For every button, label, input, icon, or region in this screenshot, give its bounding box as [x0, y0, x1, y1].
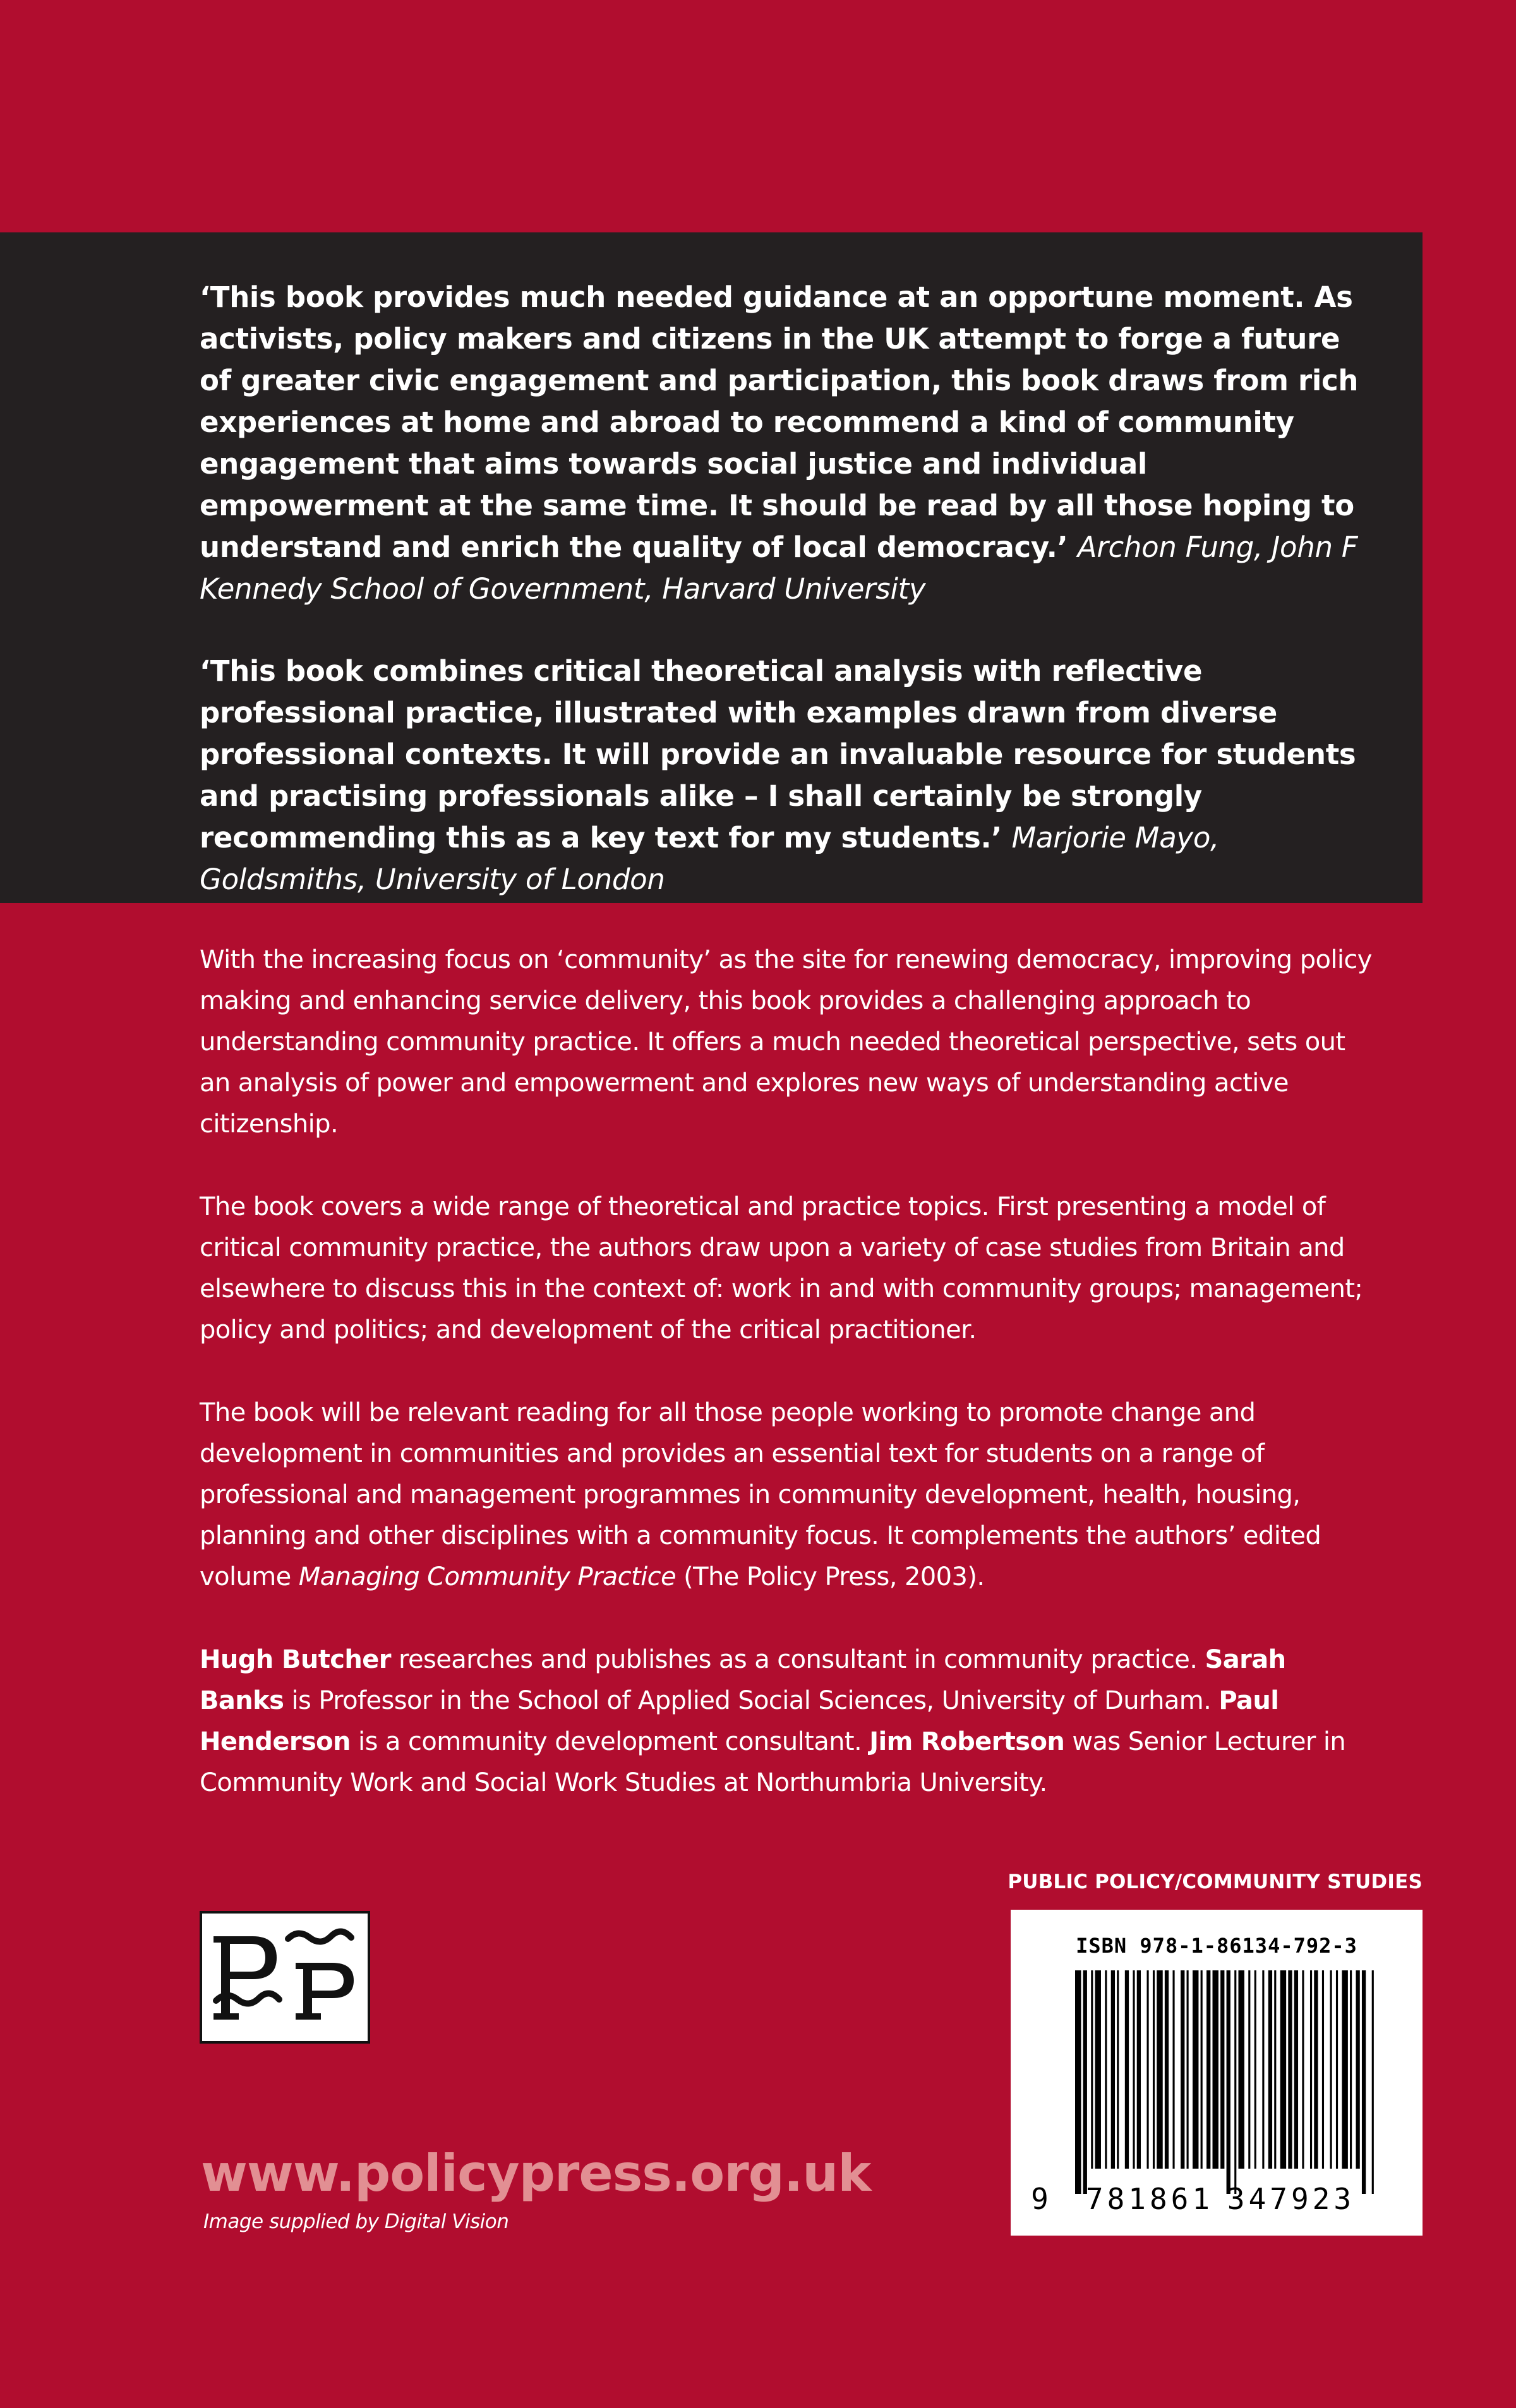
barcode-bar	[1254, 1970, 1256, 2169]
barcode-bar	[1288, 1970, 1292, 2169]
barcode-bar	[1157, 1970, 1162, 2169]
barcode-bar	[1105, 1970, 1107, 2169]
endorsement-box	[0, 232, 1423, 903]
logo-graphic	[202, 1914, 368, 2041]
barcode-bar	[1342, 1970, 1347, 2169]
related-book-title: Managing Community Practice	[298, 1562, 677, 1591]
barcode-bar	[1268, 1970, 1272, 2169]
isbn-barcode-icon	[1011, 1910, 1423, 2236]
quote-text: ‘This book combines critical theoretical analysis with reflective professional practice, illustrated with examples drawn from diverse professional contexts. It will provide an invaluable resource for students and practising professionals alike – I shall certainly be strongly recommending this as a key text for my students.’	[200, 654, 1356, 854]
author-bio: researches and publishes as a consultant in community practice.	[390, 1645, 1205, 1674]
barcode-bar	[1336, 1970, 1338, 2169]
barcode-bar	[1314, 1970, 1318, 2169]
policy-press-pp-logo-icon	[200, 1911, 370, 2044]
description-paragraph: With the increasing focus on ‘community’ as the site for renewing democracy, improving policy making and enhancing service delivery, this book provides a challenging approach to understanding community practice. It offers a much needed theoretical perspective, sets out an analysis of power and empowerment and explores new ways of understanding active citizenship.	[200, 945, 1372, 1139]
endorsement-quote	[200, 277, 1359, 610]
author-name: Paul Henderson	[200, 1686, 1279, 1756]
barcode-bar	[1238, 1970, 1244, 2169]
book-description	[200, 940, 1375, 1845]
barcode-bar	[1356, 1970, 1359, 2169]
quote-attribution: Archon Fung, John F Kennedy School of Government, Harvard University	[200, 530, 1358, 606]
barcode-bar	[1172, 1970, 1174, 2169]
barcode-bar	[1201, 1970, 1203, 2169]
barcode-bar	[1083, 1970, 1087, 2194]
barcode-bar	[1280, 1970, 1286, 2169]
barcode-bar	[1302, 1970, 1304, 2169]
barcode-bar	[1125, 1970, 1129, 2169]
barcode-bar	[1206, 1970, 1210, 2169]
description-paragraph: The book covers a wide range of theoretical and practice topics. First presenting a model of critical community practice, the authors draw upon a variety of case studies from Britain and elsewhere to discuss this in the context of: work in and with community groups; management; policy and politics; and development of the critical practitioner.	[200, 1192, 1363, 1345]
isbn-barcode-box	[1011, 1910, 1423, 2236]
barcode-bar	[1117, 1970, 1119, 2169]
barcode-digits-left: 781861	[1085, 2182, 1214, 2216]
barcode-bar	[1262, 1970, 1264, 2169]
barcode-bar	[1220, 1970, 1224, 2169]
barcode-digits-right: 347923	[1227, 2182, 1356, 2216]
author-name: Sarah Banks	[200, 1645, 1286, 1715]
barcode-bar	[1165, 1970, 1169, 2169]
author-name: Hugh Butcher	[200, 1645, 391, 1674]
author-bio: is a community development consultant.	[350, 1727, 870, 1756]
barcode-bar	[1153, 1970, 1155, 2169]
isbn-label: ISBN 978-1-86134-792-3	[1076, 1934, 1357, 1958]
description-paragraph	[200, 1393, 1375, 1598]
barcode-bar	[1095, 1970, 1101, 2169]
barcode-bar	[1227, 1970, 1230, 2194]
barcode-bar	[1294, 1970, 1298, 2169]
barcode-bar	[1234, 1970, 1236, 2194]
barcode-bar	[1111, 1970, 1115, 2169]
barcode-bar	[1248, 1970, 1250, 2169]
paragraph-text: (The Policy Press, 2003).	[676, 1562, 985, 1591]
author-name: Jim Robertson	[869, 1727, 1065, 1756]
barcode-bar	[1193, 1970, 1198, 2169]
endorsement-quote	[200, 650, 1359, 901]
author-bio: was Senior Lecturer in Community Work and Social Work Studies at Northumbria University.	[200, 1727, 1346, 1797]
subject-category: PUBLIC POLICY/COMMUNITY STUDIES	[1008, 1871, 1423, 1893]
barcode-bar	[1091, 1970, 1093, 2169]
barcode-bar	[1075, 1970, 1081, 2194]
barcode-bar	[1322, 1970, 1324, 2169]
barcode-bar	[1187, 1970, 1189, 2169]
quote-attribution: Marjorie Mayo, Goldsmiths, University of London	[200, 821, 1220, 896]
barcode-bar	[1310, 1970, 1312, 2169]
barcode-bar	[1213, 1970, 1218, 2169]
author-bio: is Professor in the School of Applied Social Sciences, University of Durham.	[284, 1686, 1219, 1715]
barcode-bars	[1075, 1970, 1374, 2194]
barcode-bar	[1350, 1970, 1352, 2169]
barcode-bar	[1274, 1970, 1276, 2169]
barcode-bar	[1372, 1970, 1374, 2194]
barcode-bar	[1146, 1970, 1148, 2169]
barcode-bar	[1362, 1970, 1366, 2194]
paragraph-text: The book will be relevant reading for all those people working to promote change and development in communities and provides an essential text for students on a range of professional and management programmes in community development, health, housing, planning and other disciplines with a community focus. It complements the authors’ edited volume	[200, 1398, 1321, 1591]
author-bios	[200, 1639, 1375, 1804]
barcode-bar	[1330, 1970, 1332, 2169]
barcode-bar	[1133, 1970, 1134, 2169]
barcode-bar	[1181, 1970, 1184, 2169]
quote-text: ‘This book provides much needed guidance at an opportune moment. As activists, policy makers and citizens in the UK attempt to forge a future of greater civic engagement and participation, this book draws from rich experiences at home and abroad to recommend a kind of community engagement that aims towards social justice and individual empowerment at the same time. It should be read by all those hoping to understand and enrich the quality of local democracy.’	[200, 280, 1359, 564]
barcode-digit-first: 9	[1031, 2182, 1049, 2216]
barcode-bar	[1137, 1970, 1141, 2169]
image-credit: Image supplied by Digital Vision	[203, 2210, 509, 2233]
publisher-website: www.policypress.org.uk	[201, 2144, 871, 2203]
